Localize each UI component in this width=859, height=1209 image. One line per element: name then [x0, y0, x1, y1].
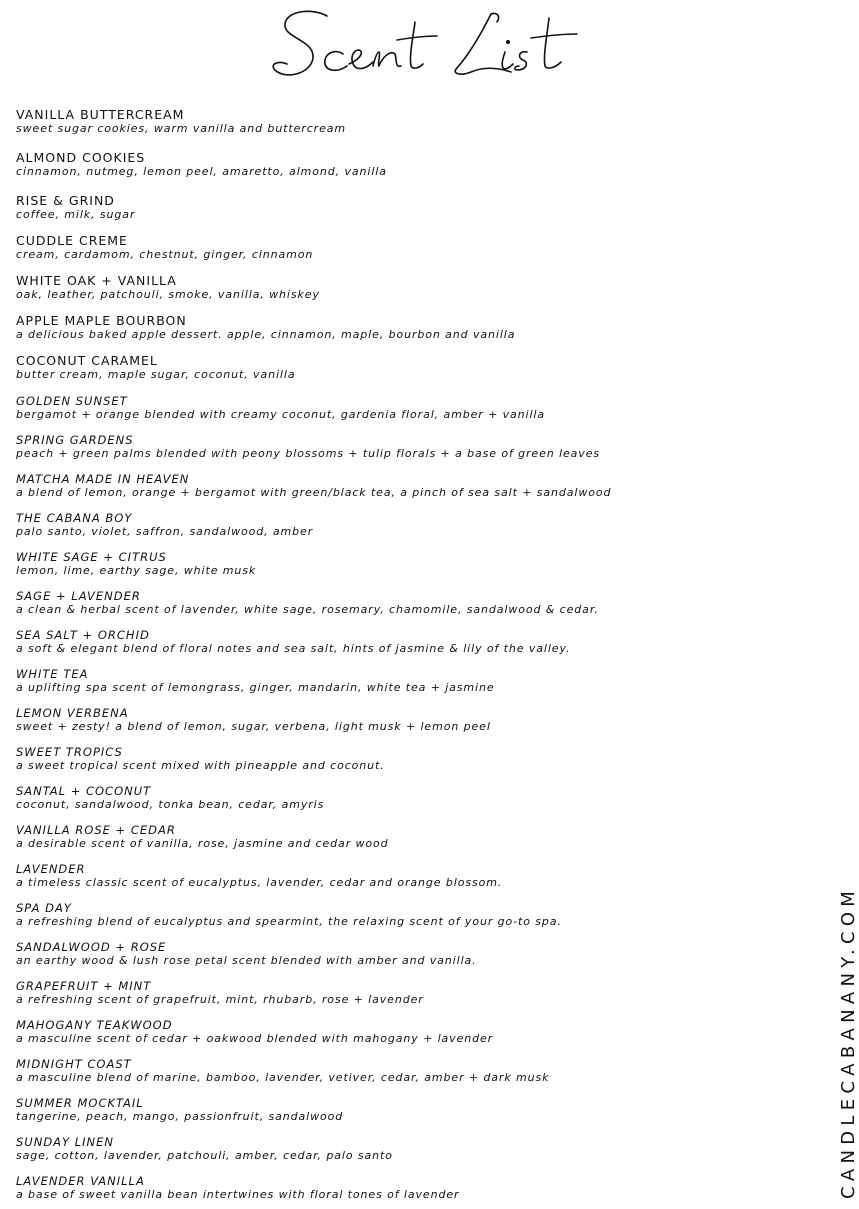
- scent-description: tangerine, peach, mango, passionfruit, sandalwood: [16, 1110, 344, 1123]
- scent-name: GOLDEN SUNSET: [16, 394, 128, 408]
- scent-name: LAVENDER VANILLA: [16, 1174, 145, 1188]
- scent-item: [16, 433, 796, 461]
- scent-description: butter cream, maple sugar, coconut, vanilla: [16, 368, 296, 381]
- scent-item: [16, 550, 796, 578]
- scent-item: [16, 1018, 796, 1046]
- scent-item: [16, 784, 796, 812]
- scent-description: a soft & elegant blend of floral notes and sea salt, hints of jasmine & lily of the valley.: [16, 642, 571, 655]
- scent-name: SAGE + LAVENDER: [16, 589, 141, 603]
- scent-name: MATCHA MADE IN HEAVEN: [16, 472, 190, 486]
- scent-description: cinnamon, nutmeg, lemon peel, amaretto, almond, vanilla: [16, 165, 387, 178]
- scent-item: [16, 589, 796, 617]
- scent-name: VANILLA BUTTERCREAM: [16, 107, 185, 122]
- scent-item: [16, 1096, 796, 1124]
- script-title-lettering: [265, 2, 585, 92]
- scent-description: a masculine scent of cedar + oakwood blended with mahogany + lavender: [16, 1032, 494, 1045]
- scent-name: WHITE OAK + VANILLA: [16, 273, 177, 288]
- scent-name: GRAPEFRUIT + MINT: [16, 979, 152, 993]
- page-title-area: [0, 0, 850, 95]
- scent-description: a desirable scent of vanilla, rose, jasmine and cedar wood: [16, 837, 389, 850]
- scent-item: [16, 901, 796, 929]
- scent-name: THE CABANA BOY: [16, 511, 133, 525]
- scent-item: [16, 394, 796, 422]
- scent-description: coffee, milk, sugar: [16, 208, 136, 221]
- scent-item: [16, 1135, 796, 1163]
- scent-description: a timeless classic scent of eucalyptus, lavender, cedar and orange blossom.: [16, 876, 503, 889]
- scent-item: [16, 234, 796, 262]
- scent-item: [16, 823, 796, 851]
- scent-description: a clean & herbal scent of lavender, white sage, rosemary, chamomile, sandalwood & cedar.: [16, 603, 599, 616]
- scent-description: a sweet tropical scent mixed with pineapple and coconut.: [16, 759, 385, 772]
- scent-name: SPRING GARDENS: [16, 433, 134, 447]
- scent-description: an earthy wood & lush rose petal scent blended with amber and vanilla.: [16, 954, 477, 967]
- scent-item: [16, 706, 796, 734]
- scent-description: peach + green palms blended with peony blossoms + tulip florals + a base of green leaves: [16, 447, 600, 460]
- scent-name: MAHOGANY TEAKWOOD: [16, 1018, 173, 1032]
- scent-description: a uplifting spa scent of lemongrass, ginger, mandarin, white tea + jasmine: [16, 681, 495, 694]
- scent-item: [16, 667, 796, 695]
- scent-item: [16, 274, 796, 302]
- website-url: CANDLECABANANY.COM: [838, 885, 859, 1199]
- scent-name: VANILLA ROSE + CEDAR: [16, 823, 176, 837]
- scent-item: [16, 511, 796, 539]
- scent-item: [16, 1174, 796, 1202]
- scent-description: lemon, lime, earthy sage, white musk: [16, 564, 257, 577]
- scent-description: a masculine blend of marine, bamboo, lavender, vetiver, cedar, amber + dark musk: [16, 1071, 550, 1084]
- scent-name: APPLE MAPLE BOURBON: [16, 313, 187, 328]
- scent-name: RISE & GRIND: [16, 193, 115, 208]
- scent-name: SANDALWOOD + ROSE: [16, 940, 167, 954]
- scent-item: [16, 979, 796, 1007]
- scent-item: [16, 472, 796, 500]
- scent-item: [16, 1057, 796, 1085]
- scent-name: SEA SALT + ORCHID: [16, 628, 150, 642]
- scent-name: SUMMER MOCKTAIL: [16, 1096, 144, 1110]
- scent-name: SPA DAY: [16, 901, 72, 915]
- scent-description: sweet sugar cookies, warm vanilla and buttercream: [16, 122, 346, 135]
- scent-name: CUDDLE CREME: [16, 233, 128, 248]
- scent-description: a blend of lemon, orange + bergamot with green/black tea, a pinch of sea salt + sandalwood: [16, 486, 612, 499]
- scent-name: LEMON VERBENA: [16, 706, 129, 720]
- scent-name: SWEET TROPICS: [16, 745, 123, 759]
- scent-name: MIDNIGHT COAST: [16, 1057, 132, 1071]
- scent-item: [16, 194, 796, 222]
- scent-item: [16, 745, 796, 773]
- scent-item: [16, 354, 796, 382]
- scent-description: a refreshing scent of grapefruit, mint, rhubarb, rose + lavender: [16, 993, 424, 1006]
- scent-item: [16, 862, 796, 890]
- scent-description: a refreshing blend of eucalyptus and spearmint, the relaxing scent of your go-to spa.: [16, 915, 562, 928]
- scent-name: ALMOND COOKIES: [16, 150, 146, 165]
- scent-item: [16, 108, 796, 136]
- scent-item: [16, 151, 796, 179]
- scent-name: WHITE SAGE + CITRUS: [16, 550, 167, 564]
- scent-description: a delicious baked apple dessert. apple, cinnamon, maple, bourbon and vanilla: [16, 328, 516, 341]
- scent-list: [16, 108, 796, 1202]
- scent-description: sweet + zesty! a blend of lemon, sugar, verbena, light musk + lemon peel: [16, 720, 491, 733]
- scent-name: SUNDAY LINEN: [16, 1135, 114, 1149]
- scent-description: sage, cotton, lavender, patchouli, amber, cedar, palo santo: [16, 1149, 393, 1162]
- scent-name: SANTAL + COCONUT: [16, 784, 152, 798]
- scent-name: COCONUT CARAMEL: [16, 353, 158, 368]
- scent-name: WHITE TEA: [16, 667, 89, 681]
- scent-name: LAVENDER: [16, 862, 86, 876]
- scent-description: a base of sweet vanilla bean intertwines with floral tones of lavender: [16, 1188, 460, 1201]
- scent-description: bergamot + orange blended with creamy coconut, gardenia floral, amber + vanilla: [16, 408, 546, 421]
- scent-description: palo santo, violet, saffron, sandalwood, amber: [16, 525, 314, 538]
- scent-description: oak, leather, patchouli, smoke, vanilla, whiskey: [16, 288, 320, 301]
- scent-description: cream, cardamom, chestnut, ginger, cinnamon: [16, 248, 314, 261]
- scent-item: [16, 628, 796, 656]
- scent-item: [16, 314, 796, 342]
- scent-item: [16, 940, 796, 968]
- scent-description: coconut, sandalwood, tonka bean, cedar, amyris: [16, 798, 325, 811]
- page-title: [0, 0, 1, 1]
